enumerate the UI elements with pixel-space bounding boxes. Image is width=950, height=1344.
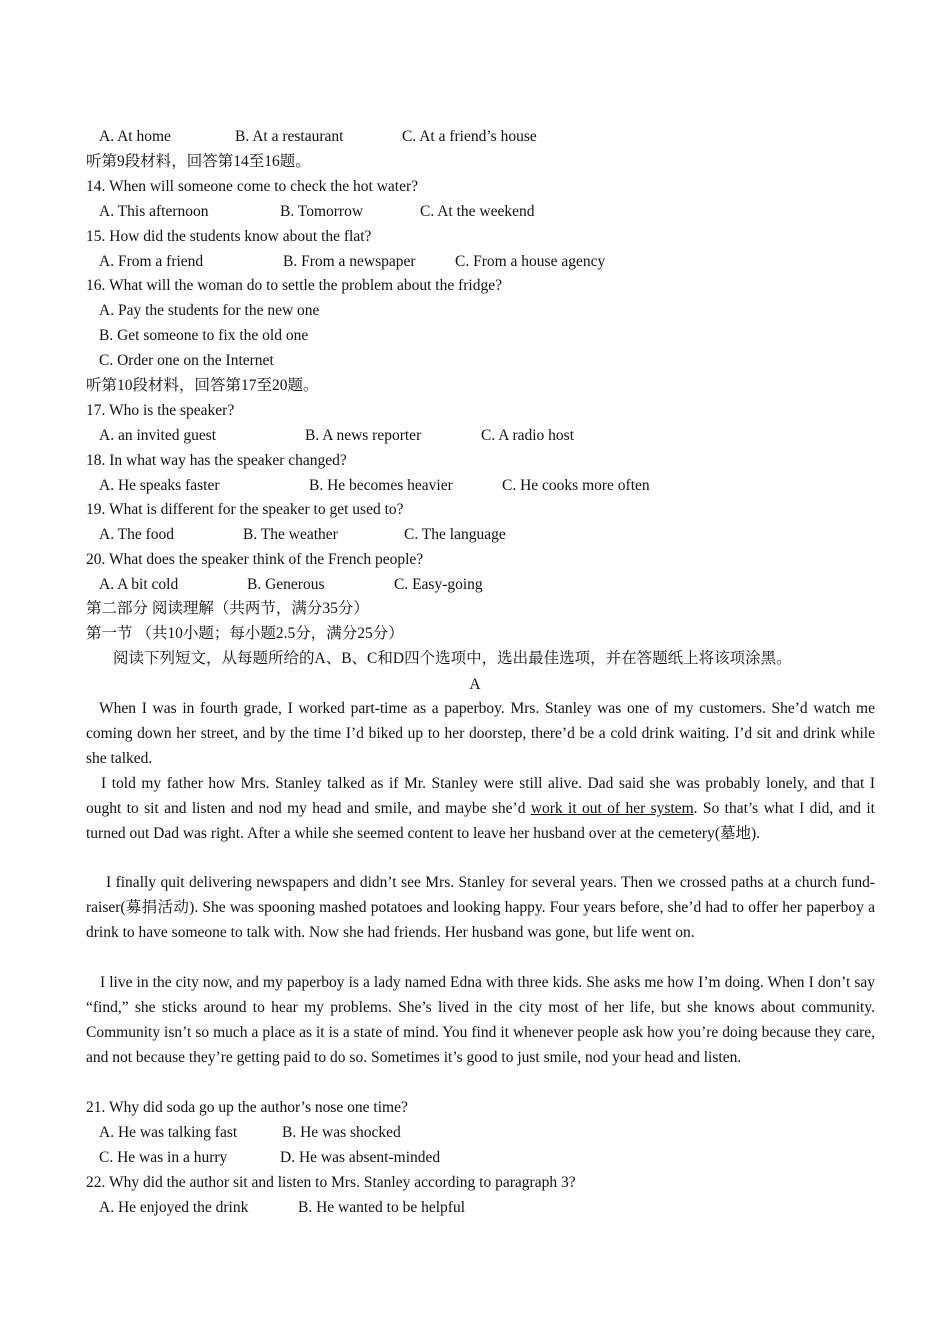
passage-paragraph-1 (86, 697, 875, 772)
q19-option-a: A. The food (99, 526, 175, 543)
q21-option-d: D. He was absent-minded (280, 1149, 441, 1166)
q17-stem: 17. Who is the speaker? (86, 402, 235, 419)
q19-stem: 19. What is different for the speaker to get used to? (86, 501, 404, 518)
passage-paragraph-3 (86, 871, 875, 946)
q19-option-b: B. The weather (243, 526, 338, 543)
q22-stem: 22. Why did the author sit and listen to Mrs. Stanley according to paragraph 3? (86, 1174, 576, 1191)
q20-option-a: A. A bit cold (99, 576, 179, 593)
q21-option-c: C. He was in a hurry (99, 1149, 228, 1166)
paragraph-3-text: I finally quit delivering newspapers and didn’t see Mrs. Stanley for several years. Then we crossed paths at a church fund-raiser(募捐活动). She was spooning mashed potatoes and looking happy. Four years before, she’d had to offer her paperboy a drink to have someone to talk with. Now she had friends. Her husband was gone, but life went on. (86, 874, 875, 941)
instructions: 阅读下列短文，从每题所给的A、B、C和D四个选项中，选出最佳选项，并在答题纸上将该项涂黑。 (113, 650, 792, 667)
section10-header: 听第10段材料，回答第17至20题。 (86, 377, 319, 394)
part2-header: 第二部分 阅读理解（共两节，满分35分） (86, 600, 369, 617)
passage-paragraph-2 (86, 772, 875, 847)
paragraph-1-text: When I was in fourth grade, I worked part-time as a paperboy. Mrs. Stanley was one of my customers. She’d watch me coming down her street, and by the time I’d biked up to her doorstep, there’d be a cold drink waiting. I’d sit and drink while she talked. (86, 700, 875, 767)
q18-option-c: C. He cooks more often (502, 477, 650, 494)
section1-header: 第一节 （共10小题；每小题2.5分，满分25分） (86, 625, 404, 642)
paragraph-4-text: I live in the city now, and my paperboy is a lady named Edna with three kids. She asks me how I’m doing. When I don’t say “find,” she sticks around to hear my problems. She’s lived in the city most of her life, but she knows about community. Community isn’t so much a place as it is a state of mind. You find it whenever people ask how you’re doing because they care, and not because they’re getting paid to do so. Sometimes it’s good to just smile, nod your head and listen. (86, 974, 875, 1066)
q16-option-c: C. Order one on the Internet (99, 352, 274, 369)
q22-option-b: B. He wanted to be helpful (298, 1199, 466, 1216)
q15-option-a: A. From a friend (99, 253, 204, 270)
q14-stem: 14. When will someone come to check the hot water? (86, 178, 418, 195)
q20-option-c: C. Easy-going (394, 576, 483, 593)
q16-option-a: A. Pay the students for the new one (99, 302, 320, 319)
q18-option-b: B. He becomes heavier (309, 477, 453, 494)
q20-stem: 20. What does the speaker think of the French people? (86, 551, 424, 568)
q15-stem: 15. How did the students know about the flat? (86, 228, 372, 245)
q15-option-b: B. From a newspaper (283, 253, 416, 270)
q21-stem: 21. Why did soda go up the author’s nose one time? (86, 1099, 408, 1116)
q17-option-b: B. A news reporter (305, 427, 422, 444)
q17-option-a: A. an invited guest (99, 427, 217, 444)
q19-option-c: C. The language (404, 526, 506, 543)
section9-header: 听第9段材料，回答第14至16题。 (86, 153, 311, 170)
q13-option-a: A. At home (99, 128, 171, 145)
q16-option-b: B. Get someone to fix the old one (99, 327, 309, 344)
q14-option-c: C. At the weekend (420, 203, 535, 220)
q13-option-b: B. At a restaurant (235, 128, 344, 145)
q14-option-b: B. Tomorrow (280, 203, 364, 220)
q16-stem: 16. What will the woman do to settle the problem about the fridge? (86, 277, 502, 294)
q18-stem: 18. In what way has the speaker changed? (86, 452, 347, 469)
q13-option-c: C. At a friend’s house (402, 128, 537, 145)
q20-option-b: B. Generous (247, 576, 325, 593)
q21-option-a: A. He was talking fast (99, 1124, 238, 1141)
q14-option-a: A. This afternoon (99, 203, 209, 220)
q22-option-a: A. He enjoyed the drink (99, 1199, 249, 1216)
underlined-phrase: work it out of her system (530, 799, 694, 817)
q15-option-c: C. From a house agency (455, 253, 606, 270)
paragraph-2-text-end: . So that’s what I did, and it turned out Dad was right. After a while she seemed content to leave her husband over at the cemetery(墓地). (86, 799, 875, 842)
passage-paragraph-4 (86, 971, 875, 1071)
q21-option-b: B. He was shocked (282, 1124, 401, 1141)
q18-option-a: A. He speaks faster (99, 477, 220, 494)
passage-label: A (469, 676, 481, 693)
q17-option-c: C. A radio host (481, 427, 575, 444)
paragraph-2-text-start: I told my father how Mrs. Stanley talked as if Mr. Stanley were still alive. Dad said she was probably lonely, and that I ought to sit and listen and nod my head and smile, and maybe she’d (86, 775, 875, 817)
